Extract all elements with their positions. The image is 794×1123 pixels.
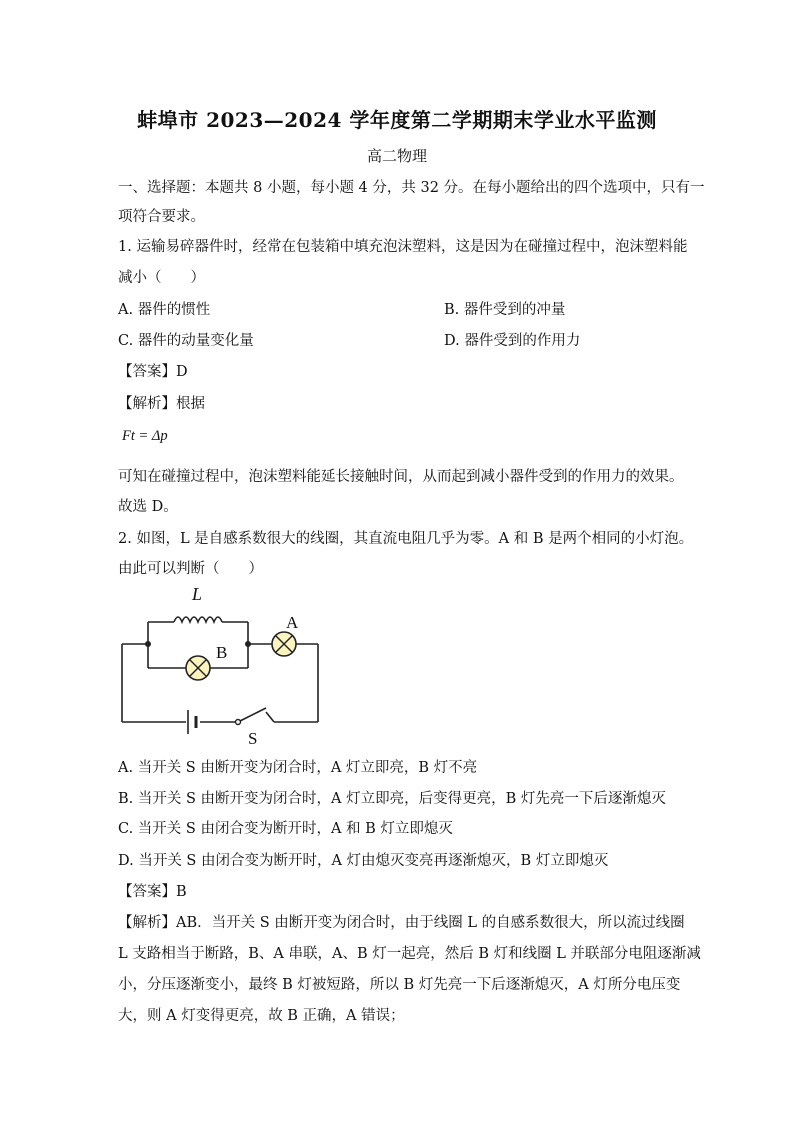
q2-analysis-line-3: 小，分压逐渐变小，最终 B 灯被短路，所以 B 灯先亮一下后逐渐熄灭，A 灯所分电压变 [118,977,681,993]
switch-contact [236,720,241,725]
junction-dot-right [245,641,251,647]
battery [188,710,196,734]
inductor-coil [174,617,222,622]
q1-analysis-line-2: 故选 D。 [118,499,178,515]
q1-stem-line-2: 减小（ ） [118,270,205,286]
page-subtitle: 高二物理 [366,147,427,165]
q1-answer: 【答案】D [118,364,188,380]
circuit-diagram [110,580,340,750]
q2-stem-line-1: 2. 如图，L 是自感系数很大的线圈，其直流电阻几乎为零。A 和 B 是两个相同的小灯泡。 [118,531,694,547]
q2-option-a: A. 当开关 S 由断开变为闭合时，A 灯立即亮，B 灯不亮 [118,760,478,776]
q2-stem-line-2: 由此可以判断（ ） [118,561,263,577]
lamp-b [186,656,210,680]
q2-option-d: D. 当开关 S 由闭合变为断开时，A 灯由熄灭变亮再逐渐熄灭，B 灯立即熄灭 [118,853,609,869]
q2-answer: 【答案】B [118,884,187,900]
q1-stem-line-1: 1. 运输易碎器件时，经常在包装箱中填充泡沫塑料，这是因为在碰撞过程中，泡沫塑料能 [118,239,688,255]
label-lamp-b: B [216,643,228,662]
section-intro-line-2: 项符合要求。 [118,209,205,225]
label-inductor-l: L [192,584,203,604]
q2-analysis-line-1: 【解析】AB．当开关 S 由断开变为闭合时，由于线圈 L 的自感系数很大，所以流过线圈 [118,915,685,931]
q1-analysis-line-1: 可知在碰撞过程中，泡沫塑料能延长接触时间，从而起到减小器件受到的作用力的效果。 [118,469,684,485]
q2-option-c: C. 当开关 S 由闭合变为断开时，A 和 B 灯立即熄灭 [118,821,453,837]
q1-option-c: C. 器件的动量变化量 [118,333,254,349]
q1-analysis-head: 【解析】根据 [118,396,205,412]
q1-option-a: A. 器件的惯性 [118,302,211,318]
lamp-a [272,632,296,656]
q2-option-b: B. 当开关 S 由断开变为闭合时，A 灯立即亮，后变得更亮，B 灯先亮一下后逐渐熄灭 [118,791,666,807]
label-lamp-a: A [286,613,299,632]
q1-option-d: D. 器件受到的作用力 [444,333,581,349]
section-intro-line-1: 一、选择题：本题共 8 小题，每小题 4 分，共 32 分。在每小题给出的四个选项中，只有一 [118,180,705,196]
page-title: 蚌埠市 2023—2024 学年度第二学期期末学业水平监测 [137,108,657,132]
label-switch-s: S [248,729,258,748]
q2-analysis-line-4: 大，则 A 灯变得更亮，故 B 正确，A 错误； [118,1008,405,1024]
q2-analysis-line-2: L 支路相当于断路，B、A 串联，A、B 灯一起亮，然后 B 灯和线圈 L 并联部分电阻逐渐减 [118,946,701,962]
junction-dot-left [145,641,151,647]
q1-formula: Ft = Δp [122,428,168,444]
q1-option-b: B. 器件受到的冲量 [444,302,566,318]
